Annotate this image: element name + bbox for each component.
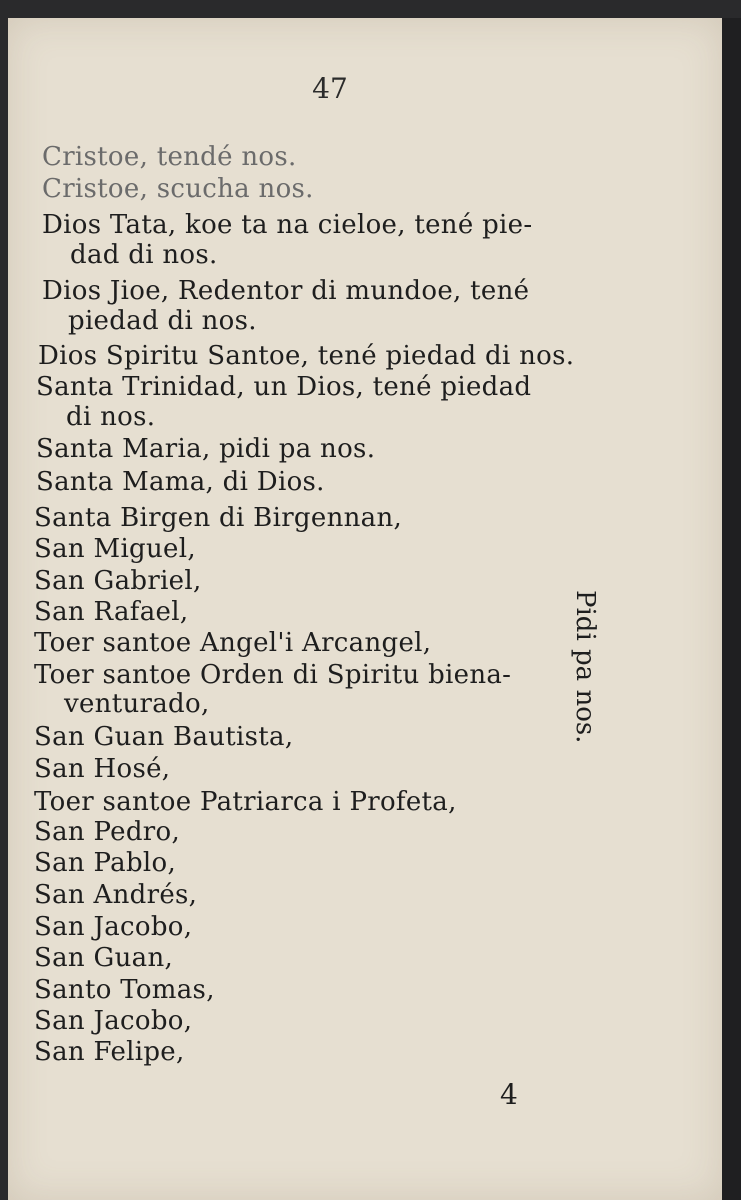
text-line: San Jacobo, xyxy=(34,1006,193,1036)
page-number: 47 xyxy=(312,72,348,105)
text-line: di nos. xyxy=(66,402,156,432)
text-line: Santa Trinidad, un Dios, tené piedad xyxy=(36,372,532,402)
text-line: Cristoe, scucha nos. xyxy=(42,174,314,204)
margin-refrain: Pidi pa nos. xyxy=(570,590,600,744)
text-line: San Pedro, xyxy=(34,817,181,847)
text-line: San Felipe, xyxy=(34,1037,185,1067)
text-line: Santa Birgen di Birgennan, xyxy=(34,503,403,533)
text-line: Dios Spiritu Santoe, tené piedad di nos. xyxy=(38,341,575,371)
text-line: Santo Tomas, xyxy=(34,975,215,1005)
text-line: Santa Mama, di Dios. xyxy=(36,467,325,497)
text-line: San Miguel, xyxy=(34,534,196,564)
text-line: San Jacobo, xyxy=(34,912,193,942)
text-line: San Hosé, xyxy=(34,754,171,784)
text-line: San Guan, xyxy=(34,943,174,973)
text-line: Dios Tata, koe ta na cieloe, tené pie- xyxy=(42,210,533,240)
text-line: Toer santoe Orden di Spiritu biena- xyxy=(34,660,512,690)
text-line: Cristoe, tendé nos. xyxy=(42,142,297,172)
text-line: dad di nos. xyxy=(70,240,218,270)
text-line: piedad di nos. xyxy=(68,306,257,336)
signature-mark: 4 xyxy=(500,1078,518,1111)
text-line: San Andrés, xyxy=(34,880,198,910)
text-line: Dios Jioe, Redentor di mundoe, tené xyxy=(42,276,530,306)
text-line: venturado, xyxy=(64,689,210,719)
text-line: Toer santoe Angel'i Arcangel, xyxy=(34,628,432,658)
text-line: San Rafael, xyxy=(34,597,189,627)
text-line: San Pablo, xyxy=(34,848,177,878)
text-line: San Guan Bautista, xyxy=(34,722,294,752)
text-line: San Gabriel, xyxy=(34,566,202,596)
text-line: Toer santoe Patriarca i Profeta, xyxy=(34,787,457,817)
page-edge xyxy=(722,18,741,1200)
text-line: Santa Maria, pidi pa nos. xyxy=(36,434,376,464)
